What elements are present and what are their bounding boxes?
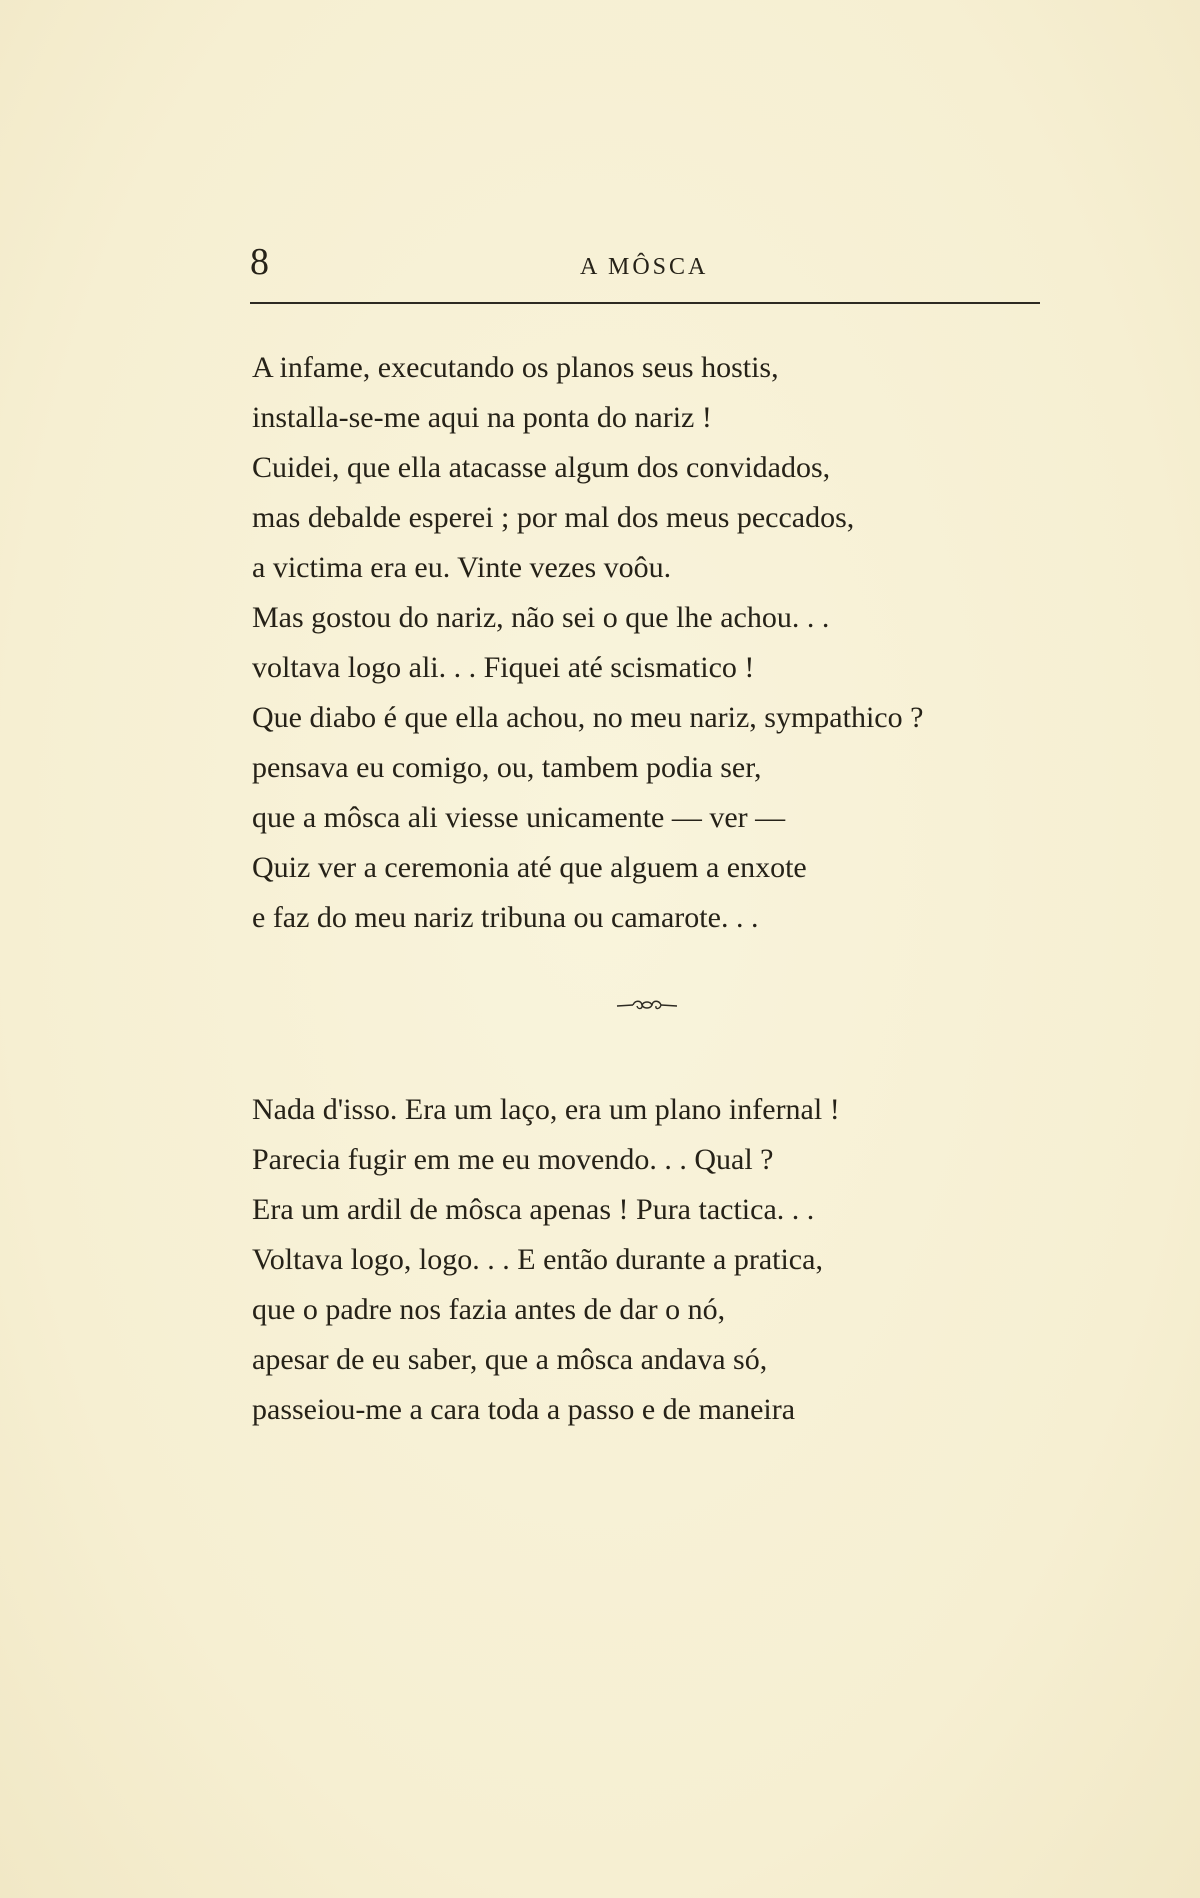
verse-line: Parecia fugir em me eu movendo. . . Qual ? (252, 1143, 774, 1176)
verse-line: Nada d'isso. Era um laço, era um plano infernal ! (252, 1093, 840, 1126)
running-title: A MÔSCA (580, 254, 709, 280)
stanza-2 (252, 1085, 1082, 1435)
verse-line: pensava eu comigo, ou, tambem podia ser, (252, 751, 762, 784)
page-header (250, 240, 1040, 300)
verse-line: que o padre nos fazia antes de dar o nó, (252, 1293, 726, 1326)
verse-line: passeiou-me a cara toda a passo e de maneira (252, 1393, 796, 1426)
verse-line: mas debalde esperei ; por mal dos meus peccados, (252, 501, 855, 534)
verse-line: voltava logo ali. . . Fiquei até scismatico ! (252, 651, 755, 684)
verse-line: Mas gostou do nariz, não sei o que lhe achou. . . (252, 601, 830, 634)
stanza-1 (252, 343, 1082, 943)
verse-line: que a môsca ali viesse unicamente — ver — (252, 801, 786, 834)
header-rule (250, 302, 1040, 304)
verse-line: a victima era eu. Vinte vezes voôu. (252, 551, 672, 584)
page-number: 8 (250, 241, 269, 283)
verse-line: e faz do meu nariz tribuna ou camarote. . . (252, 901, 759, 934)
verse-line: Era um ardil de môsca apenas ! Pura tactica. . . (252, 1193, 815, 1226)
verse-line: A infame, executando os planos seus hostis, (252, 351, 779, 384)
verse-line: Que diabo é que ella achou, no meu nariz, sympathico ? (252, 701, 924, 734)
verse-line: Cuidei, que ella atacasse algum dos convidados, (252, 451, 831, 484)
verse-line: installa-se-me aqui na ponta do nariz ! (252, 401, 712, 434)
verse-line: apesar de eu saber, que a môsca andava só, (252, 1343, 768, 1376)
section-ornament-icon (615, 996, 679, 1014)
verse-line: Quiz ver a ceremonia até que alguem a enxote (252, 851, 807, 884)
verse-line: Voltava logo, logo. . . E então durante a pratica, (252, 1243, 823, 1276)
